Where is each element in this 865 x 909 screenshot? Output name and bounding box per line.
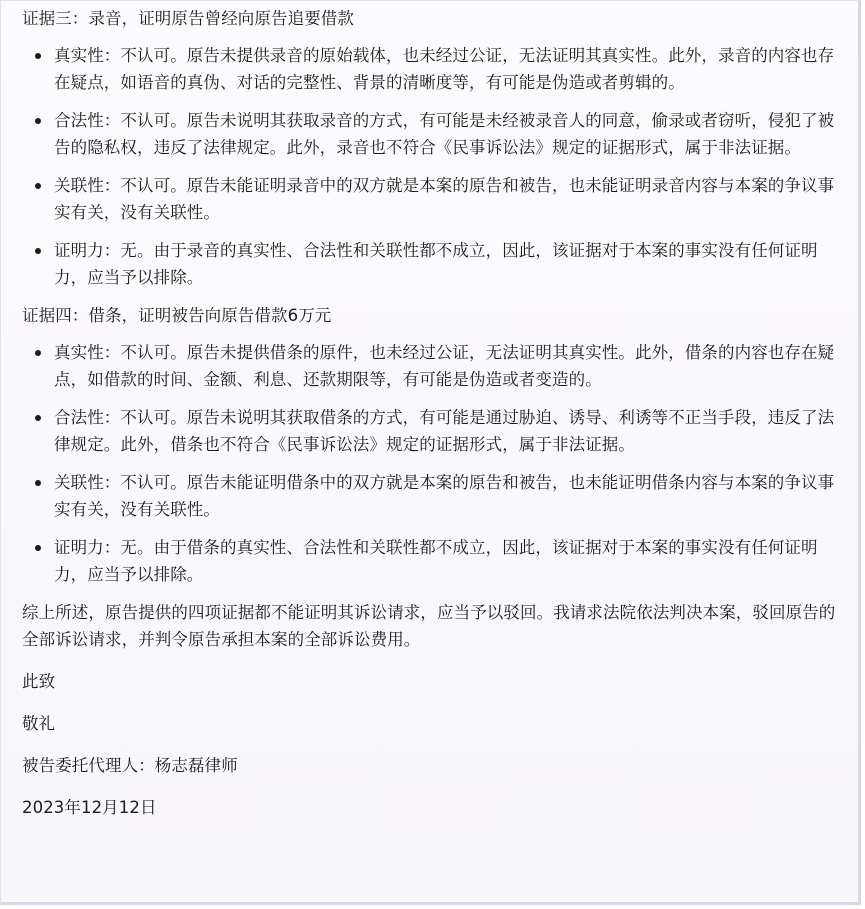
evidence-4-heading: 证据四：借条，证明被告向原告借款6万元 bbox=[22, 306, 332, 325]
list-item-text: 真实性：不认可。原告未提供借条的原件，也未经过公证，无法证明其真实性。此外，借条的内容也存在疑点，如借款的时间、金额、利息、还款期限等，有可能是伪造或者变造的。 bbox=[54, 343, 835, 389]
evidence-3-heading: 证据三：录音，证明原告曾经向原告追要借款 bbox=[22, 9, 354, 28]
response-content bbox=[22, 5, 837, 836]
evidence-3-list bbox=[22, 42, 837, 291]
list-item-text: 真实性：不认可。原告未提供录音的原始载体，也未经过公证，无法证明其真实性。此外，录音的内容也存在疑点，如语音的真伪、对话的完整性、背景的清晰度等，有可能是伪造或者剪辑的。 bbox=[54, 46, 835, 92]
list-item-text: 证明力：无。由于借条的真实性、合法性和关联性都不成立，因此，该证据对于本案的事实没有任何证明力，应当予以排除。 bbox=[54, 538, 818, 584]
list-item bbox=[22, 42, 837, 96]
list-item bbox=[22, 237, 837, 291]
list-item-text: 关联性：不认可。原告未能证明录音中的双方就是本案的原告和被告，也未能证明录音内容与本案的争议事实有关，没有关联性。 bbox=[54, 176, 835, 222]
bullet-icon bbox=[35, 350, 41, 356]
evidence-4-list bbox=[22, 339, 837, 588]
list-item-text: 合法性：不认可。原告未说明其获取录音的方式，有可能是未经被录音人的同意，偷录或者窃听，侵犯了被告的隐私权，违反了法律规定。此外，录音也不符合《民事诉讼法》规定的证据形式，属于非法证据。 bbox=[54, 111, 835, 157]
conclusion-paragraph: 综上所述，原告提供的四项证据都不能证明其诉讼请求，应当予以驳回。我请求法院依法判决本案，驳回原告的全部诉讼请求，并判令原告承担本案的全部诉讼费用。 bbox=[22, 603, 836, 649]
salutation-line-2: 敬礼 bbox=[22, 714, 56, 733]
bullet-icon bbox=[35, 53, 41, 59]
list-item-text: 合法性：不认可。原告未说明其获取借条的方式，有可能是通过胁迫、诱导、利诱等不正当手段，违反了法律规定。此外，借条也不符合《民事诉讼法》规定的证据形式，属于非法证据。 bbox=[54, 408, 835, 454]
list-item bbox=[22, 404, 837, 458]
bullet-icon bbox=[35, 545, 41, 551]
bullet-icon bbox=[35, 118, 41, 124]
signer-line: 被告委托代理人：杨志磊律师 bbox=[22, 756, 238, 775]
list-item-text: 证明力：无。由于录音的真实性、合法性和关联性都不成立，因此，该证据对于本案的事实没有任何证明力，应当予以排除。 bbox=[54, 241, 818, 287]
salutation-line-1: 此致 bbox=[22, 672, 56, 691]
bullet-icon bbox=[35, 183, 41, 189]
list-item bbox=[22, 172, 837, 226]
bullet-icon bbox=[35, 248, 41, 254]
bullet-icon bbox=[35, 415, 41, 421]
date-line: 2023年12月12日 bbox=[22, 798, 157, 817]
list-item bbox=[22, 469, 837, 523]
list-item bbox=[22, 534, 837, 588]
list-item bbox=[22, 107, 837, 161]
bullet-icon bbox=[35, 480, 41, 486]
list-item bbox=[22, 339, 837, 393]
list-item-text: 关联性：不认可。原告未能证明借条中的双方就是本案的原告和被告，也未能证明借条内容与本案的争议事实有关，没有关联性。 bbox=[54, 473, 835, 519]
